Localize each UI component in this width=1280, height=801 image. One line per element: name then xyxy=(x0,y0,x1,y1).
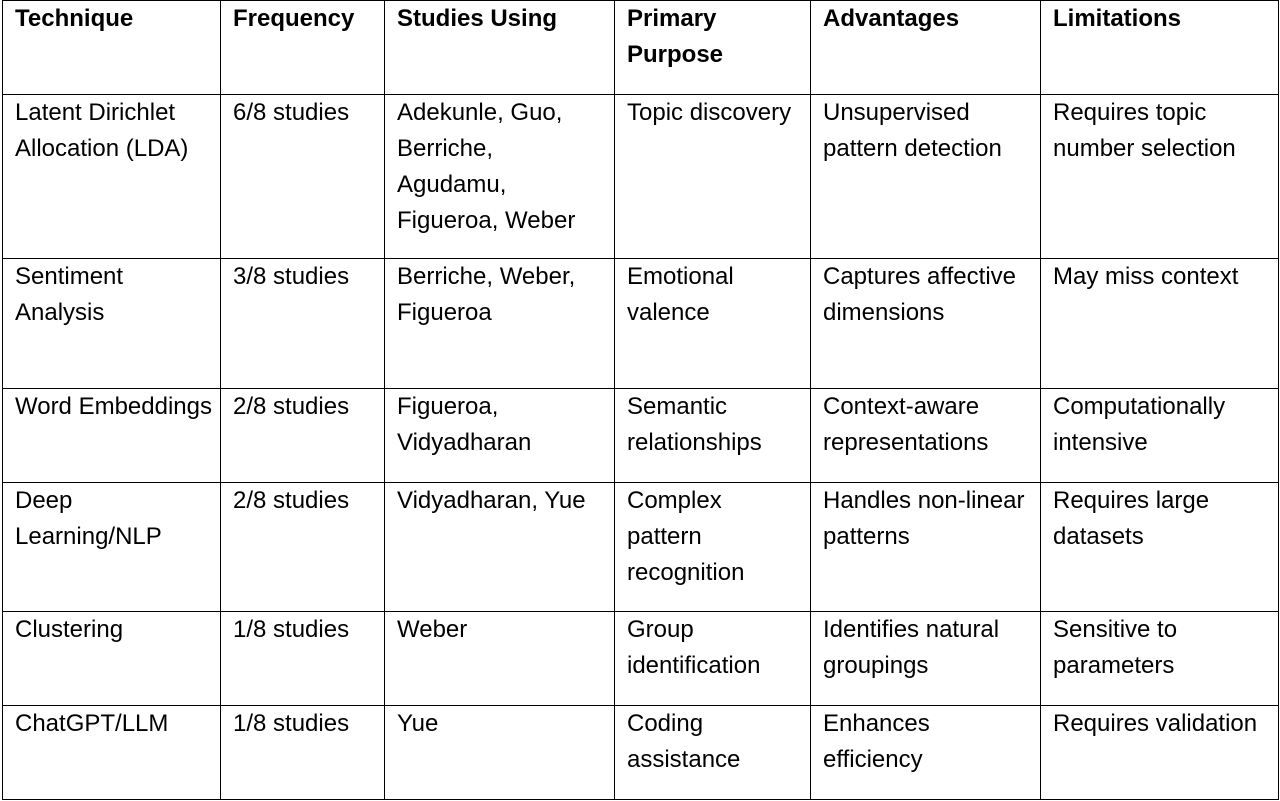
cell-limitations: May miss context xyxy=(1041,259,1279,389)
cell-technique: Deep Learning/NLP xyxy=(3,483,221,612)
header-row xyxy=(3,1,1279,95)
cell-studies-using: Yue xyxy=(385,706,615,800)
header-limitations: Limitations xyxy=(1041,1,1279,95)
cell-advantages: Unsupervised pattern detection xyxy=(811,95,1041,259)
header-frequency: Frequency xyxy=(221,1,385,95)
cell-studies-using: Figueroa, Vidyadharan xyxy=(385,389,615,483)
cell-primary-purpose: Emotional valence xyxy=(615,259,811,389)
cell-technique: Latent Dirichlet Allocation (LDA) xyxy=(3,95,221,259)
header-advantages: Advantages xyxy=(811,1,1041,95)
cell-advantages: Identifies natural groupings xyxy=(811,612,1041,706)
header-technique: Technique xyxy=(3,1,221,95)
cell-frequency: 1/8 studies xyxy=(221,612,385,706)
cell-limitations: Computationally intensive xyxy=(1041,389,1279,483)
cell-primary-purpose: Complex pattern recognition xyxy=(615,483,811,612)
cell-primary-purpose: Topic discovery xyxy=(615,95,811,259)
cell-frequency: 3/8 studies xyxy=(221,259,385,389)
cell-advantages: Context-aware representations xyxy=(811,389,1041,483)
table-row xyxy=(3,706,1279,800)
cell-frequency: 1/8 studies xyxy=(221,706,385,800)
table-row xyxy=(3,483,1279,612)
cell-limitations: Requires topic number selection xyxy=(1041,95,1279,259)
cell-frequency: 6/8 studies xyxy=(221,95,385,259)
cell-studies-using: Adekunle, Guo, Berriche, Agudamu, Figueroa, Weber xyxy=(385,95,615,259)
header-primary-purpose: Primary Purpose xyxy=(615,1,811,95)
techniques-table xyxy=(2,0,1279,800)
cell-technique: Sentiment Analysis xyxy=(3,259,221,389)
cell-technique: Clustering xyxy=(3,612,221,706)
cell-primary-purpose: Semantic relationships xyxy=(615,389,811,483)
cell-advantages: Handles non-linear patterns xyxy=(811,483,1041,612)
cell-limitations: Requires large datasets xyxy=(1041,483,1279,612)
cell-studies-using: Weber xyxy=(385,612,615,706)
cell-frequency: 2/8 studies xyxy=(221,483,385,612)
cell-advantages: Captures affective dimensions xyxy=(811,259,1041,389)
table-row xyxy=(3,612,1279,706)
cell-limitations: Sensitive to parameters xyxy=(1041,612,1279,706)
cell-limitations: Requires validation xyxy=(1041,706,1279,800)
cell-studies-using: Vidyadharan, Yue xyxy=(385,483,615,612)
cell-primary-purpose: Coding assistance xyxy=(615,706,811,800)
cell-primary-purpose: Group identification xyxy=(615,612,811,706)
cell-studies-using: Berriche, Weber, Figueroa xyxy=(385,259,615,389)
table-row xyxy=(3,259,1279,389)
cell-technique: Word Embeddings xyxy=(3,389,221,483)
table-row xyxy=(3,95,1279,259)
cell-technique: ChatGPT/LLM xyxy=(3,706,221,800)
cell-advantages: Enhances efficiency xyxy=(811,706,1041,800)
cell-frequency: 2/8 studies xyxy=(221,389,385,483)
table-row xyxy=(3,389,1279,483)
header-studies-using: Studies Using xyxy=(385,1,615,95)
